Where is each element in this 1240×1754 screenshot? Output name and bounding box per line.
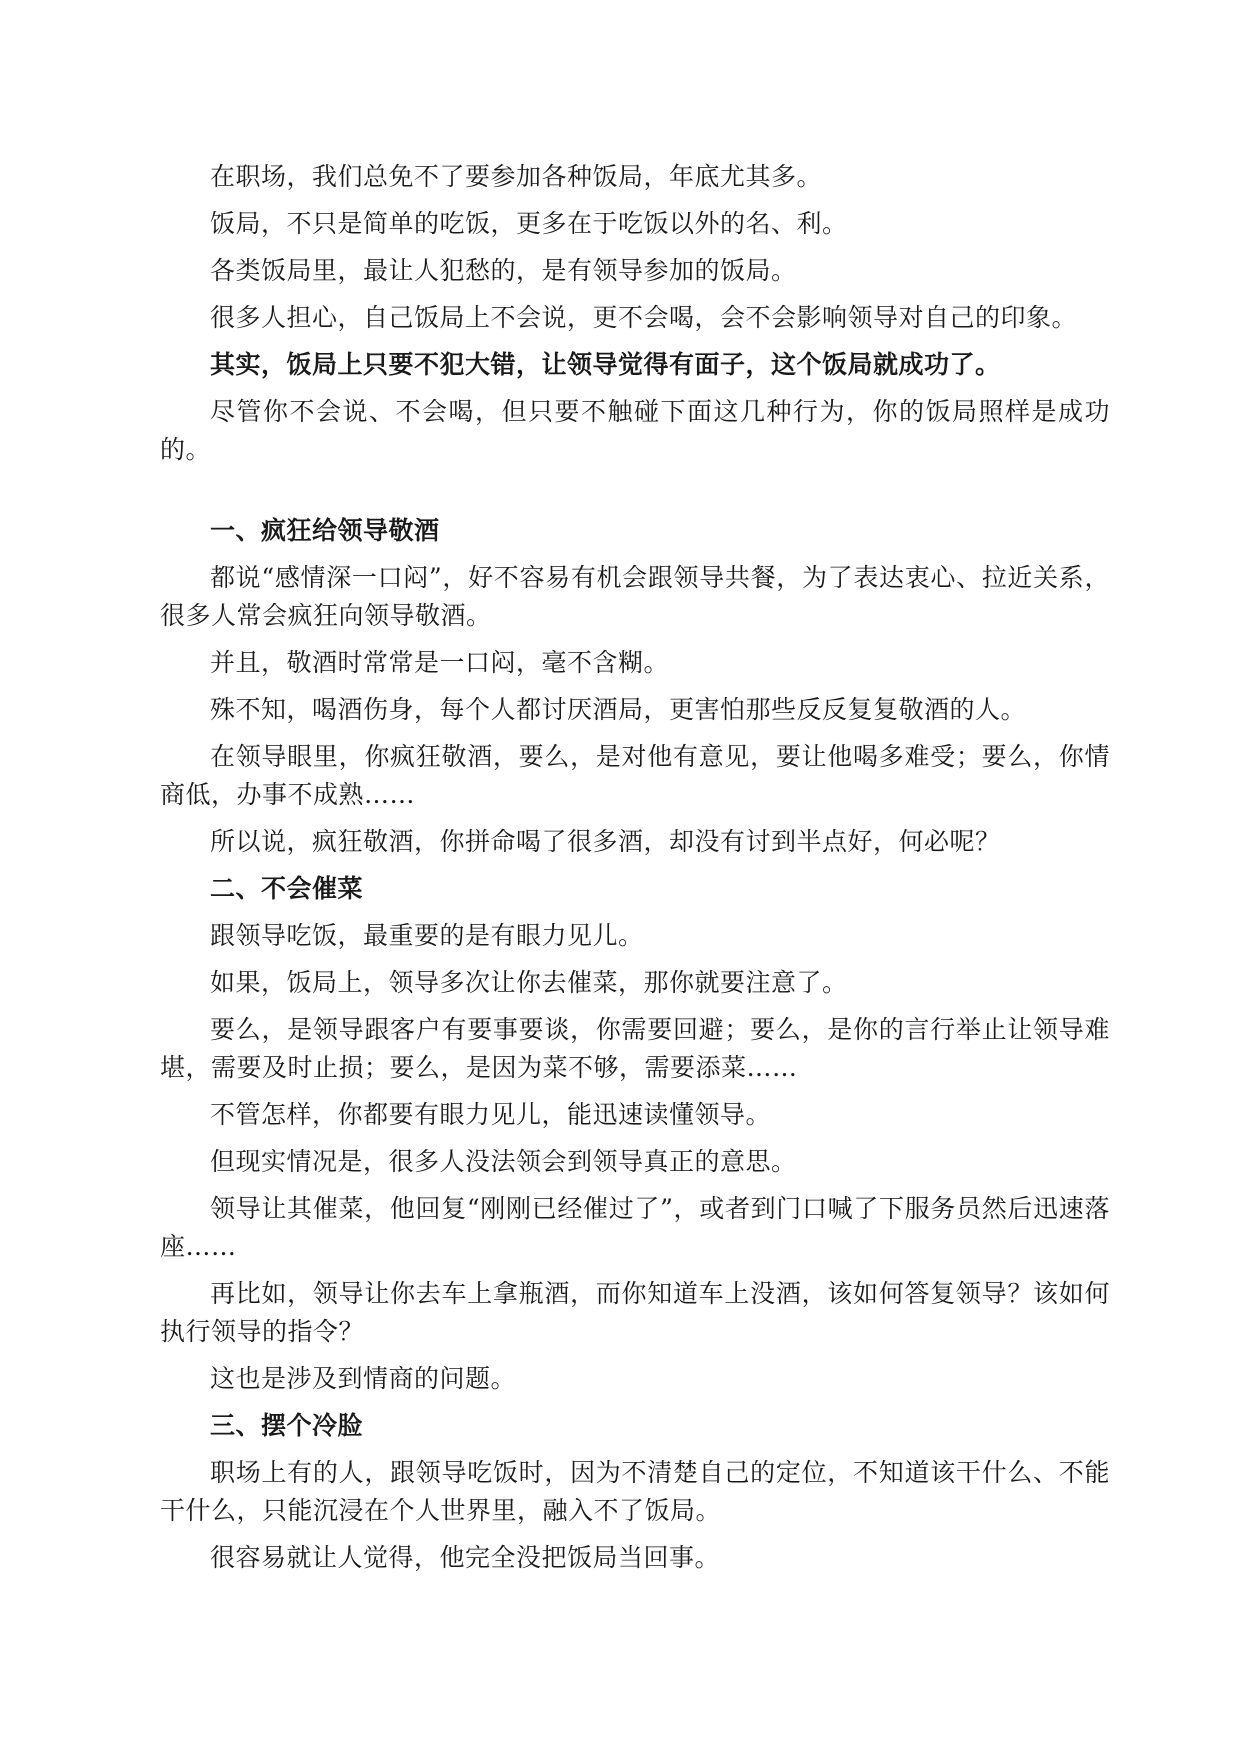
section-1-paragraph-3: 殊不知，喝酒伤身，每个人都讨厌酒局，更害怕那些反反复复敬酒的人。 xyxy=(210,695,1027,724)
intro-paragraph-1: 在职场，我们总免不了要参加各种饭局，年底尤其多。 xyxy=(210,162,823,191)
section-1-paragraph-5: 所以说，疯狂敬酒，你拼命喝了很多酒，却没有讨到半点好，何必呢？ xyxy=(210,827,1001,856)
section-2-paragraph-4: 不管怎样，你都要有眼力见儿，能迅速读懂领导。 xyxy=(210,1100,772,1129)
section-2-paragraph-8: 这也是涉及到情商的问题。 xyxy=(210,1364,517,1393)
section-2-paragraph-3: 要么，是领导跟客户有要事要谈，你需要回避；要么，是你的言行举止让领导难堪，需要及时止损；要么，是因为菜不够，需要添菜…… xyxy=(160,1015,1110,1082)
intro-paragraph-2: 饭局，不只是简单的吃饭，更多在于吃饭以外的名、利。 xyxy=(210,209,848,238)
intro-key-point: 其实，饭局上只要不犯大错，让领导觉得有面子，这个饭局就成功了。 xyxy=(210,350,1001,379)
section-3-paragraph-2: 很容易就让人觉得，他完全没把饭局当回事。 xyxy=(210,1543,721,1572)
section-3-paragraph-1: 职场上有的人，跟领导吃饭时，因为不清楚自己的定位，不知道该干什么、不能干什么，只能沉浸在个人世界里，融入不了饭局。 xyxy=(160,1458,1110,1525)
section-heading-1: 一、疯狂给领导敬酒 xyxy=(210,516,440,545)
intro-paragraph-4: 很多人担心，自己饭局上不会说，更不会喝，会不会影响领导对自己的印象。 xyxy=(210,303,1078,332)
section-2-paragraph-1: 跟领导吃饭，最重要的是有眼力见儿。 xyxy=(210,921,644,950)
section-heading-2: 二、不会催菜 xyxy=(210,874,364,903)
intro-paragraph-3: 各类饭局里，最让人犯愁的，是有领导参加的饭局。 xyxy=(210,256,797,285)
section-1-paragraph-4: 在领导眼里，你疯狂敬酒，要么，是对他有意见，要让他喝多难受；要么，你情商低，办事不成熟…… xyxy=(160,742,1110,809)
section-1-paragraph-2: 并且，敬酒时常常是一口闷，毫不含糊。 xyxy=(210,648,670,677)
section-2-paragraph-7: 再比如，领导让你去车上拿瓶酒，而你知道车上没酒，该如何答复领导？该如何执行领导的指令？ xyxy=(160,1279,1110,1346)
section-1-paragraph-1: 都说“感情深一口闷”，好不容易有机会跟领导共餐，为了表达衷心、拉近关系，很多人常会疯狂向领导敬酒。 xyxy=(160,563,1110,630)
section-2-paragraph-2: 如果，饭局上，领导多次让你去催菜，那你就要注意了。 xyxy=(210,968,848,997)
section-2-paragraph-5: 但现实情况是，很多人没法领会到领导真正的意思。 xyxy=(210,1147,797,1176)
document-page xyxy=(160,158,1110,1586)
section-2-paragraph-6: 领导让其催菜，他回复“刚刚已经催过了”，或者到门口喊了下服务员然后迅速落座…… xyxy=(160,1194,1110,1261)
section-heading-3: 三、摆个冷脸 xyxy=(210,1411,364,1440)
intro-paragraph-6: 尽管你不会说、不会喝，但只要不触碰下面这几种行为，你的饭局照样是成功的。 xyxy=(160,397,1110,464)
